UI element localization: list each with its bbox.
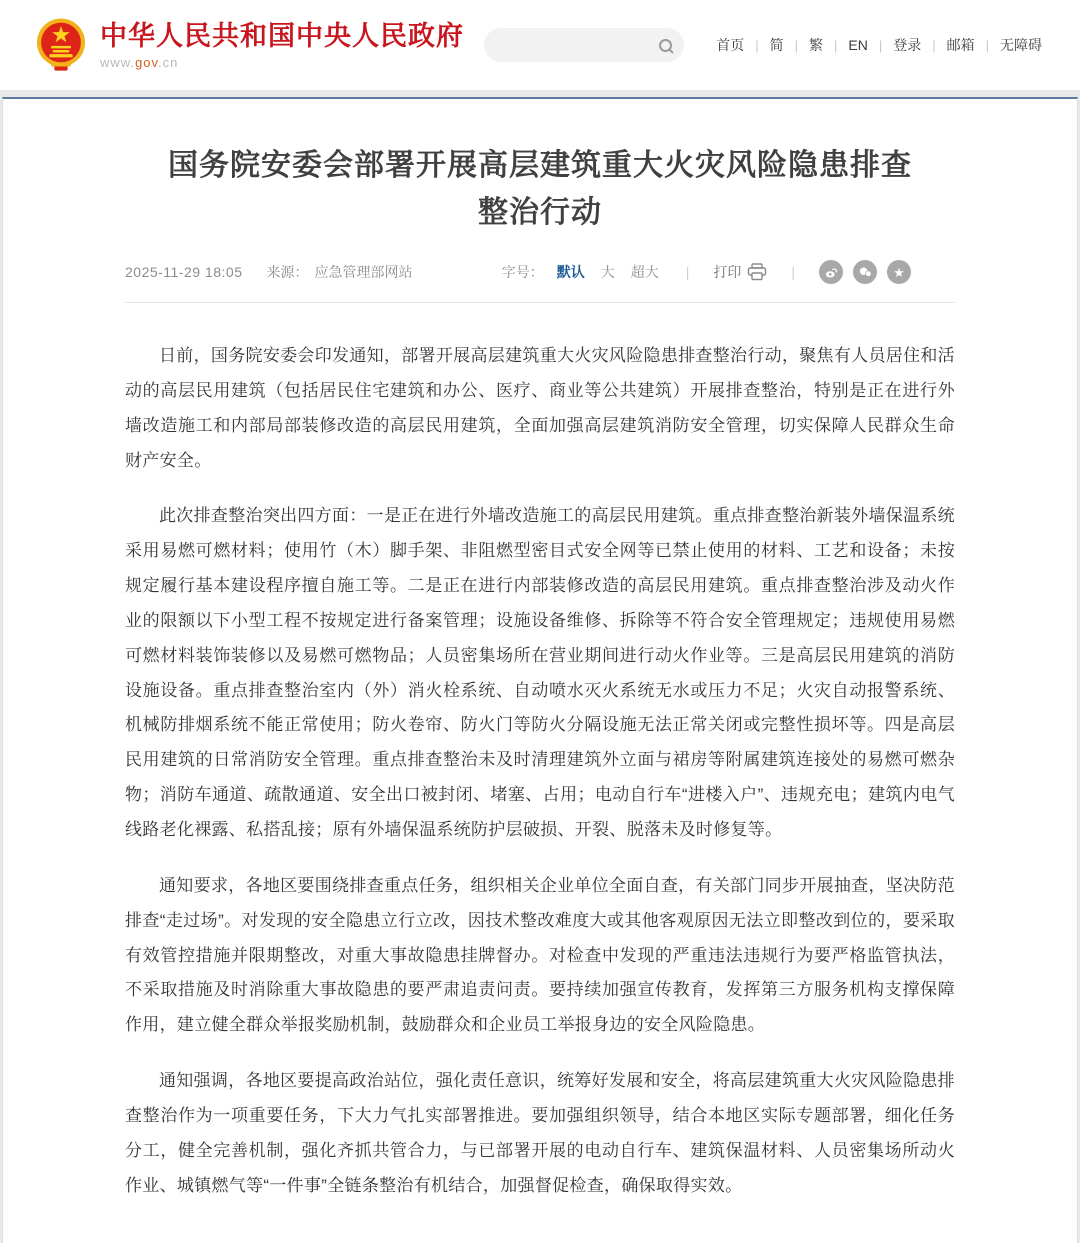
share-icons [819, 260, 911, 284]
print-button[interactable] [713, 262, 767, 282]
nav-separator: | [878, 37, 883, 53]
fontsize-label: 字号： [501, 264, 544, 280]
paragraph: 通知要求，各地区要围绕排查重点任务，组织相关企业单位全面自查，有关部门同步开展抽查，坚决防范排查“走过场”。对发现的安全隐患立行立改，因技术整改难度大或其他客观原因无法立即整改到位的，要采取有效管控措施并限期整改，对重大事故隐患挂牌督办。对检查中发现的严重违法违规行为要严格监管执法，不采取措施及时消除重大事故隐患的要严肃追责问责。要持续加强宣传教育，发挥第三方服务机构支撑保障作用，建立健全群众举报奖励机制，鼓励群众和企业员工举报身边的安全风险隐患。 [125, 875, 955, 1035]
nav-login[interactable]: 登录 [893, 37, 922, 53]
nav-traditional[interactable]: 繁 [808, 37, 823, 53]
publish-date: 2025-11-29 18:05 [125, 264, 243, 280]
site-url [100, 55, 464, 70]
search-box[interactable] [484, 28, 684, 62]
article-meta [125, 260, 955, 284]
nav-separator: | [755, 37, 759, 53]
meta-divider [125, 302, 955, 303]
fontsize-xlarge-button[interactable]: 超大 [630, 264, 659, 280]
source-label: 来源： [266, 264, 309, 280]
site-url-www: www. [100, 55, 136, 71]
nav-simplified[interactable]: 简 [769, 37, 784, 53]
page-title: 国务院安委会部署开展高层建筑重大火灾风险隐患排查整治行动 [168, 149, 912, 229]
national-emblem-logo [34, 16, 88, 74]
fontsize-default-button[interactable]: 默认 [556, 264, 585, 280]
nav-separator: | [985, 37, 989, 53]
site-title: 中华人民共和国中央人民政府 [100, 20, 464, 51]
share-wechat-icon[interactable] [853, 260, 877, 284]
fontsize-large-button[interactable]: 大 [600, 264, 615, 280]
nav-accessibility[interactable]: 无障碍 [1000, 37, 1042, 53]
share-weibo-icon[interactable] [819, 260, 843, 284]
nav-separator: | [932, 37, 936, 53]
site-header [0, 0, 1080, 90]
nav-separator: | [794, 37, 798, 53]
site-brand[interactable] [34, 16, 464, 74]
paragraph: 此次排查整治突出四方面：一是正在进行外墙改造施工的高层民用建筑。重点排查整治新装外墙保温系统采用易燃可燃材料；使用竹（木）脚手架、非阻燃型密目式安全网等已禁止使用的材料、工艺和设备；未按规定履行基本建设程序擅自施工等。二是正在进行内部装修改造的高层民用建筑。重点排查整治涉及动火作业的限额以下小型工程不按规定进行备案管理；设施设备维修、拆除等不符合安全管理规定；违规使用易燃可燃材料装饰装修以及易燃可燃物品；人员密集场所在营业期间进行动火作业等。三是高层民用建筑的消防设施设备。重点排查整治室内（外）消火栓系统、自动喷水灭火系统无水或压力不足；火灾自动报警系统、机械防排烟系统不能正常使用；防火卷帘、防火门等防火分隔设施无法正常关闭或完整性损坏等。四是高层民用建筑的日常消防安全管理。重点排查整治未及时清理建筑外立面与裙房等附属建筑连接处的易燃可燃杂物；消防车通道、疏散通道、安全出口被封闭、堵塞、占用；电动自行车“进楼入户”、违规充电；建筑内电气线路老化裸露、私搭乱接；原有外墙保温系统防护层破损、开裂、脱落未及时修复等。 [125, 506, 955, 839]
nav-separator: | [833, 37, 838, 53]
search-icon[interactable] [659, 39, 672, 52]
article-body [125, 339, 955, 1203]
source-name[interactable]: 应急管理部网站 [314, 264, 413, 280]
search-input[interactable] [500, 37, 659, 53]
article-card [2, 97, 1078, 1243]
nav-mail[interactable]: 邮箱 [946, 37, 975, 53]
site-url-cn: .cn [158, 55, 179, 71]
nav-english[interactable]: EN [848, 37, 868, 53]
share-favorite-icon[interactable]: ★ [887, 260, 911, 284]
paragraph: 日前，国务院安委会印发通知，部署开展高层建筑重大火灾风险隐患排查整治行动，聚焦有人员居住和活动的高层民用建筑（包括居民住宅建筑和办公、医疗、商业等公共建筑）开展排查整治，特别是正在进行外墙改造施工和内部局部装修改造的高层民用建筑，全面加强高层建筑消防安全管理，切实保障人民群众生命财产安全。 [125, 346, 955, 470]
printer-icon [747, 263, 767, 281]
print-label: 打印 [713, 264, 742, 280]
site-url-gov: gov [135, 55, 159, 71]
paragraph: 通知强调，各地区要提高政治站位，强化责任意识，统筹好发展和安全，将高层建筑重大火灾风险隐患排查整治作为一项重要任务，下大力气扎实部署推进。要加强组织领导，结合本地区实际专题部署，细化任务分工，健全完善机制，强化齐抓共管合力，与已部署开展的电动自行车、建筑保温材料、人员密集场所动火作业、城镇燃气等“一件事”全链条整治有机结合，加强督促检查，确保取得实效。 [125, 1071, 955, 1195]
meta-separator: | [791, 264, 795, 280]
nav-home[interactable]: 首页 [716, 37, 745, 53]
top-nav [712, 35, 1046, 55]
meta-separator: | [685, 264, 690, 280]
